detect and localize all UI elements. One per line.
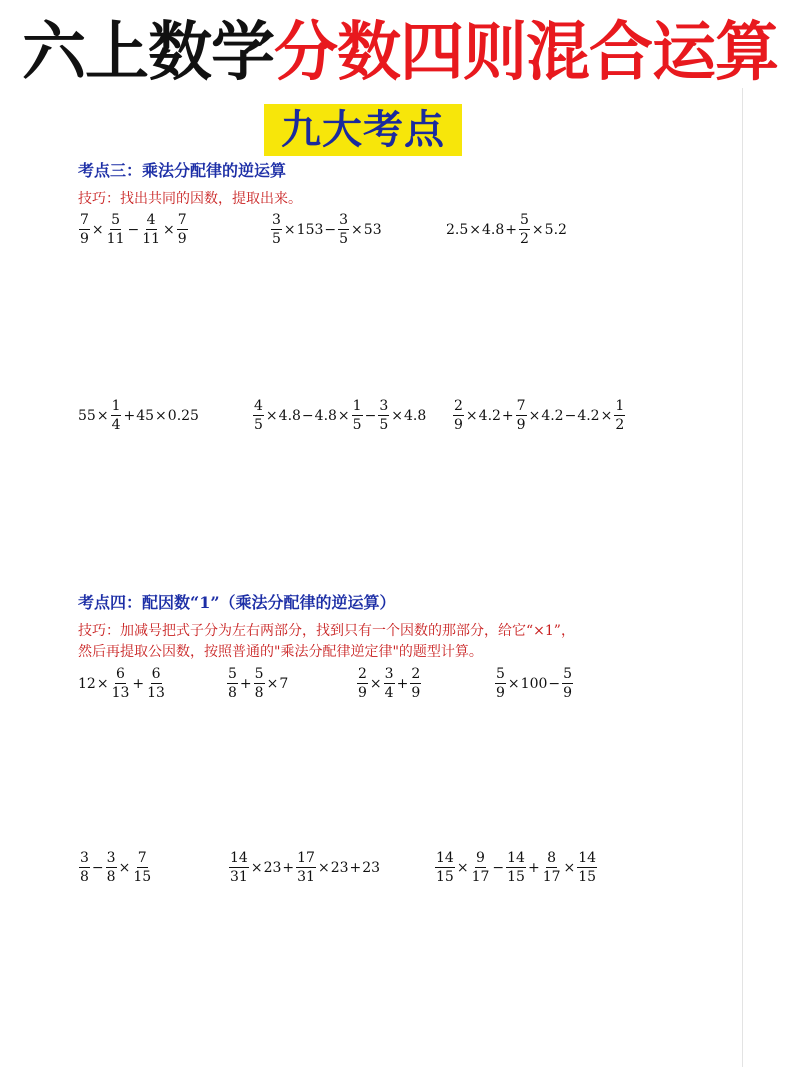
denominator: 9 bbox=[516, 417, 526, 433]
problem-4-7 bbox=[434, 850, 598, 885]
denominator: 15 bbox=[133, 869, 152, 885]
problem-3-5 bbox=[252, 398, 426, 433]
operator: × bbox=[283, 221, 296, 238]
operator: + bbox=[282, 859, 295, 876]
numerator: 8 bbox=[547, 850, 557, 866]
fraction bbox=[296, 850, 316, 885]
denominator: 9 bbox=[454, 417, 463, 433]
denominator: 9 bbox=[563, 685, 573, 701]
operator: × bbox=[351, 221, 363, 238]
problem-3-4 bbox=[78, 398, 199, 433]
denominator: 9 bbox=[80, 231, 89, 247]
operator: × bbox=[528, 407, 541, 424]
number: 12 bbox=[78, 675, 96, 692]
fraction bbox=[79, 850, 90, 885]
fraction bbox=[106, 850, 117, 885]
section3-heading: 考点三：乘法分配律的逆运算 bbox=[78, 161, 287, 180]
numerator: 2 bbox=[358, 666, 367, 682]
operator: × bbox=[96, 675, 109, 692]
operator: × bbox=[337, 407, 350, 424]
problem-4-4 bbox=[494, 666, 574, 701]
right-edge-rule bbox=[742, 88, 743, 1067]
numerator: 9 bbox=[476, 850, 485, 866]
denominator: 5 bbox=[379, 417, 389, 433]
denominator: 5 bbox=[339, 231, 349, 247]
denominator: 8 bbox=[106, 869, 116, 885]
numerator: 7 bbox=[516, 398, 526, 414]
fraction bbox=[271, 212, 282, 247]
operator: × bbox=[250, 859, 263, 876]
operator: + bbox=[239, 675, 252, 692]
fraction bbox=[106, 212, 126, 247]
number: 23 bbox=[330, 859, 349, 876]
numerator: 3 bbox=[339, 212, 349, 228]
operator: − bbox=[492, 859, 505, 876]
denominator: 9 bbox=[411, 685, 421, 701]
fraction bbox=[516, 398, 527, 433]
number: 7 bbox=[279, 675, 289, 692]
problem-3-1 bbox=[78, 212, 189, 247]
denominator: 15 bbox=[436, 869, 454, 885]
fraction bbox=[254, 666, 265, 701]
number: 0.25 bbox=[167, 407, 199, 424]
numerator: 7 bbox=[80, 212, 89, 228]
numerator: 5 bbox=[228, 666, 237, 682]
denominator: 8 bbox=[80, 869, 89, 885]
denominator: 31 bbox=[230, 869, 248, 885]
fraction bbox=[562, 666, 573, 701]
denominator: 11 bbox=[106, 231, 125, 247]
badge-nine-points: 九大考点 bbox=[264, 104, 462, 156]
operator: + bbox=[123, 407, 136, 424]
denominator: 8 bbox=[228, 685, 237, 701]
fraction bbox=[227, 666, 238, 701]
operator: × bbox=[456, 859, 469, 876]
operator: × bbox=[469, 221, 481, 238]
page-title bbox=[0, 8, 800, 98]
operator: × bbox=[563, 859, 576, 876]
numerator: 2 bbox=[411, 666, 421, 682]
operator: + bbox=[349, 859, 362, 876]
numerator: 3 bbox=[80, 850, 89, 866]
number: 23 bbox=[362, 859, 381, 876]
problem-4-1 bbox=[78, 666, 167, 701]
fraction bbox=[542, 850, 562, 885]
operator: + bbox=[132, 675, 145, 692]
fraction bbox=[519, 212, 530, 247]
numerator: 5 bbox=[520, 212, 529, 228]
title-black-part: 六上数学 bbox=[22, 16, 274, 90]
operator: × bbox=[265, 407, 278, 424]
operator: + bbox=[527, 859, 540, 876]
number: 45 bbox=[136, 407, 155, 424]
denominator: 5 bbox=[254, 417, 263, 433]
fraction bbox=[471, 850, 491, 885]
operator: + bbox=[396, 675, 409, 692]
number: 100 bbox=[520, 675, 548, 692]
operator: − bbox=[301, 407, 314, 424]
operator: × bbox=[317, 859, 330, 876]
problem-4-2 bbox=[226, 666, 288, 701]
fraction bbox=[111, 398, 122, 433]
fraction bbox=[253, 398, 264, 433]
operator: × bbox=[507, 675, 520, 692]
number: 55 bbox=[78, 407, 96, 424]
operator: × bbox=[91, 221, 104, 238]
numerator: 5 bbox=[111, 212, 121, 228]
operator: × bbox=[531, 221, 544, 238]
number: 4.2 bbox=[541, 407, 564, 424]
fraction bbox=[146, 666, 166, 701]
number: 53 bbox=[363, 221, 382, 238]
number: 4.8 bbox=[278, 407, 301, 424]
number: 4.8 bbox=[482, 221, 505, 238]
operator: + bbox=[501, 407, 514, 424]
problem-4-5 bbox=[78, 850, 153, 885]
fraction bbox=[229, 850, 249, 885]
number: 4.2 bbox=[577, 407, 600, 424]
numerator: 1 bbox=[111, 398, 121, 414]
denominator: 15 bbox=[578, 869, 597, 885]
fraction bbox=[410, 666, 421, 701]
number: 5.2 bbox=[544, 221, 567, 238]
numerator: 3 bbox=[272, 212, 281, 228]
operator: − bbox=[564, 407, 577, 424]
denominator: 11 bbox=[142, 231, 161, 247]
problem-3-6 bbox=[452, 398, 626, 433]
operator: × bbox=[155, 407, 167, 424]
number: 2.5 bbox=[446, 221, 469, 238]
denominator: 13 bbox=[111, 685, 130, 701]
fraction bbox=[338, 212, 349, 247]
numerator: 1 bbox=[615, 398, 625, 414]
operator: − bbox=[324, 221, 337, 238]
numerator: 6 bbox=[151, 666, 161, 682]
denominator: 2 bbox=[615, 417, 625, 433]
numerator: 5 bbox=[563, 666, 573, 682]
denominator: 5 bbox=[352, 417, 362, 433]
denominator: 9 bbox=[496, 685, 505, 701]
operator: × bbox=[266, 675, 279, 692]
number: 4.8 bbox=[403, 407, 427, 424]
fraction bbox=[506, 850, 526, 885]
problem-3-3 bbox=[446, 212, 567, 247]
fraction bbox=[141, 212, 161, 247]
numerator: 14 bbox=[578, 850, 597, 866]
section4-tip-line2: 然后再提取公因数，按照普通的"乘法分配律逆定律"的题型计算。 bbox=[78, 644, 483, 660]
denominator: 2 bbox=[520, 231, 529, 247]
denominator: 17 bbox=[471, 869, 490, 885]
fraction bbox=[352, 398, 363, 433]
denominator: 13 bbox=[147, 685, 165, 701]
operator: × bbox=[391, 407, 403, 424]
operator: − bbox=[548, 675, 561, 692]
problem-4-6 bbox=[228, 850, 380, 885]
operator: × bbox=[118, 859, 131, 876]
operator: − bbox=[364, 407, 377, 424]
numerator: 4 bbox=[254, 398, 263, 414]
fraction bbox=[577, 850, 597, 885]
numerator: 5 bbox=[496, 666, 505, 682]
fraction bbox=[453, 398, 464, 433]
operator: × bbox=[600, 407, 613, 424]
operator: × bbox=[163, 221, 175, 238]
section4-tip-line1: 技巧：加减号把式子分为左右两部分，找到只有一个因数的那部分，给它“×1”， bbox=[78, 623, 575, 639]
denominator: 9 bbox=[177, 231, 187, 247]
numerator: 7 bbox=[137, 850, 147, 866]
fraction bbox=[357, 666, 368, 701]
operator: + bbox=[505, 221, 517, 238]
number: 153 bbox=[296, 221, 324, 238]
numerator: 14 bbox=[230, 850, 248, 866]
fraction bbox=[111, 666, 131, 701]
operator: − bbox=[127, 221, 140, 238]
fraction bbox=[378, 398, 389, 433]
problem-3-2 bbox=[270, 212, 382, 247]
number: 4.8 bbox=[314, 407, 337, 424]
operator: − bbox=[91, 859, 104, 876]
denominator: 5 bbox=[272, 231, 281, 247]
operator: × bbox=[96, 407, 109, 424]
numerator: 4 bbox=[146, 212, 156, 228]
title-red-part: 分数四则混合运算 bbox=[274, 16, 778, 90]
denominator: 8 bbox=[254, 685, 264, 701]
denominator: 4 bbox=[111, 417, 121, 433]
numerator: 3 bbox=[384, 666, 394, 682]
operator: × bbox=[465, 407, 478, 424]
numerator: 14 bbox=[507, 850, 525, 866]
denominator: 31 bbox=[297, 869, 315, 885]
denominator: 17 bbox=[542, 869, 561, 885]
numerator: 3 bbox=[106, 850, 116, 866]
fraction bbox=[79, 212, 90, 247]
numerator: 14 bbox=[436, 850, 454, 866]
denominator: 9 bbox=[358, 685, 367, 701]
denominator: 15 bbox=[507, 869, 525, 885]
problem-4-3 bbox=[356, 666, 422, 701]
numerator: 17 bbox=[297, 850, 315, 866]
fraction bbox=[132, 850, 152, 885]
numerator: 1 bbox=[352, 398, 362, 414]
number: 4.2 bbox=[478, 407, 501, 424]
section4-heading: 考点四：配因数“1”（乘法分配律的逆运算） bbox=[78, 593, 396, 612]
numerator: 7 bbox=[177, 212, 187, 228]
operator: × bbox=[369, 675, 382, 692]
fraction bbox=[177, 212, 188, 247]
numerator: 6 bbox=[116, 666, 125, 682]
numerator: 5 bbox=[254, 666, 264, 682]
numerator: 2 bbox=[454, 398, 463, 414]
fraction bbox=[435, 850, 455, 885]
fraction bbox=[384, 666, 395, 701]
fraction bbox=[614, 398, 625, 433]
denominator: 4 bbox=[384, 685, 394, 701]
number: 23 bbox=[263, 859, 282, 876]
numerator: 3 bbox=[379, 398, 389, 414]
section3-tip: 技巧：找出共同的因数，提取出来。 bbox=[78, 191, 302, 207]
fraction bbox=[495, 666, 506, 701]
